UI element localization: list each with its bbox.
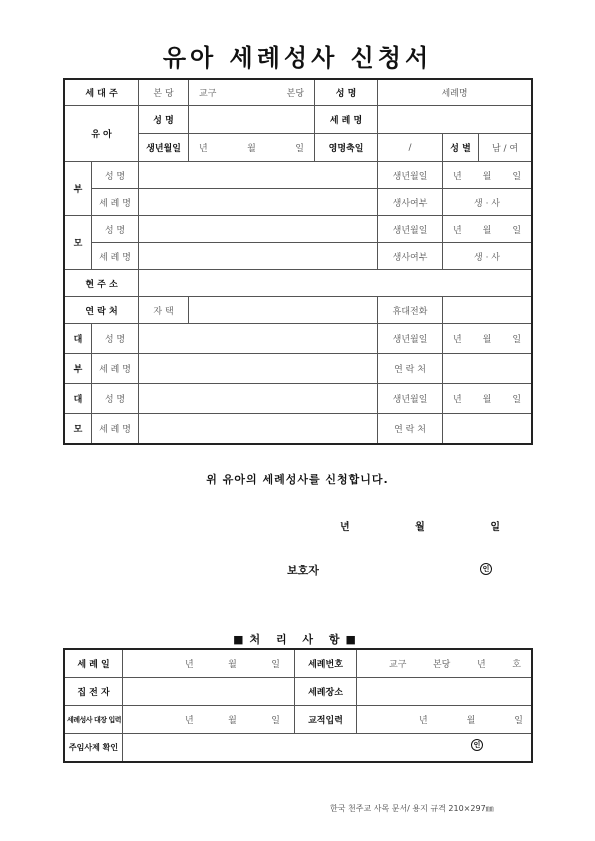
mother-birthdate-field[interactable]: 년 월 일	[443, 216, 532, 243]
godfather-name-field[interactable]	[139, 324, 378, 354]
proc-row-4	[65, 734, 532, 762]
godmother-birthdate-field[interactable]: 년 월 일	[443, 384, 532, 414]
mother-row-2	[65, 243, 532, 270]
godfather-baptism-name-label: 세 례 명	[92, 354, 139, 384]
godmother-name-field[interactable]	[139, 384, 378, 414]
father-row-1	[65, 162, 532, 189]
household-row	[65, 80, 532, 106]
mother-label: 모	[65, 216, 92, 270]
father-baptism-name-field[interactable]	[139, 189, 378, 216]
father-name-label: 성 명	[92, 162, 139, 189]
head-of-household-label: 세 대 주	[65, 80, 139, 106]
register-entry-label: 세례성사 대장 입력	[65, 706, 123, 734]
page-title: 유아 세례성사 신청서	[162, 43, 433, 72]
father-label: 부	[65, 162, 92, 216]
godmother-name-label: 성 명	[92, 384, 139, 414]
baptism-date-label: 세 례 일	[65, 650, 123, 678]
father-name-field[interactable]	[139, 162, 378, 189]
baptism-number-label: 세례번호	[295, 650, 357, 678]
feast-day-field[interactable]: /	[378, 134, 443, 162]
father-alive-field[interactable]: 생 · 사	[443, 189, 532, 216]
parish-field[interactable]: 교구 본당	[189, 80, 315, 106]
mobile-label: 휴대전화	[378, 297, 443, 324]
mother-name-field[interactable]	[139, 216, 378, 243]
address-row	[65, 270, 532, 297]
godfather-birthdate-field[interactable]: 년 월 일	[443, 324, 532, 354]
infant-label: 유 아	[65, 106, 139, 162]
godfather-row-1	[65, 324, 532, 354]
mother-birthdate-label: 생년월일	[378, 216, 443, 243]
address-field[interactable]	[139, 270, 532, 297]
baptism-place-field[interactable]	[357, 678, 532, 706]
record-entry-label: 교적입력	[295, 706, 357, 734]
gender-label: 성 별	[443, 134, 479, 162]
pastor-confirm-field[interactable]	[123, 734, 532, 762]
infant-name-label: 성 명	[139, 106, 189, 134]
baptism-number-field[interactable]: 교구 본당 년 호	[357, 650, 532, 678]
godfather-label-top: 대	[65, 324, 92, 354]
infant-name-field[interactable]	[189, 106, 315, 134]
processing-title: ■처 리 사 항■	[233, 633, 362, 646]
householder-name-label: 성 명	[315, 80, 378, 106]
bondang-label: 본 당	[139, 80, 189, 106]
footer-note: 한국 천주교 사목 문서/ 용지 규격 210×297㎜	[330, 804, 494, 813]
register-entry-field[interactable]: 년 월 일	[123, 706, 295, 734]
proc-row-3	[65, 706, 532, 734]
godmother-label-top: 대	[65, 384, 92, 414]
application-form-table	[64, 79, 532, 444]
baptism-date-field[interactable]: 년 월 일	[123, 650, 295, 678]
date-day-label: 일	[490, 522, 500, 533]
infant-baptismal-name-label: 세 례 명	[315, 106, 378, 134]
father-alive-label: 생사여부	[378, 189, 443, 216]
infant-baptismal-name-field[interactable]	[378, 106, 532, 134]
godmother-contact-field[interactable]	[443, 414, 532, 444]
godfather-birthdate-label: 생년월일	[378, 324, 443, 354]
mobile-field[interactable]	[443, 297, 532, 324]
infant-row-1	[65, 106, 532, 134]
father-birthdate-label: 생년월일	[378, 162, 443, 189]
contact-row	[65, 297, 532, 324]
mother-baptism-name-field[interactable]	[139, 243, 378, 270]
guardian-label: 보호자	[287, 564, 319, 577]
proc-row-1	[65, 650, 532, 678]
date-month-label: 월	[415, 522, 425, 533]
baptism-place-label: 세례장소	[295, 678, 357, 706]
address-label: 현 주 소	[65, 270, 139, 297]
godmother-row-1	[65, 384, 532, 414]
godmother-baptism-name-field[interactable]	[139, 414, 378, 444]
father-birthdate-field[interactable]: 년 월 일	[443, 162, 532, 189]
contact-label: 연 락 처	[65, 297, 139, 324]
feast-day-label: 영명축일	[315, 134, 378, 162]
mother-baptism-name-label: 세 례 명	[92, 243, 139, 270]
father-row-2	[65, 189, 532, 216]
godmother-contact-label: 연 락 처	[378, 414, 443, 444]
record-entry-field[interactable]: 년 월 일	[357, 706, 532, 734]
father-baptism-name-label: 세 례 명	[92, 189, 139, 216]
godmother-baptism-name-label: 세 례 명	[92, 414, 139, 444]
godfather-name-label: 성 명	[92, 324, 139, 354]
godfather-contact-field[interactable]	[443, 354, 532, 384]
home-phone-label: 자 택	[139, 297, 189, 324]
godfather-row-2	[65, 354, 532, 384]
date-year-label: 년	[340, 522, 350, 533]
application-date[interactable]	[340, 518, 500, 533]
mother-alive-field[interactable]: 생 · 사	[443, 243, 532, 270]
home-phone-field[interactable]	[189, 297, 378, 324]
pastor-seal-icon[interactable]: 인	[471, 739, 483, 751]
mother-row-1	[65, 216, 532, 243]
officiant-label: 집 전 자	[65, 678, 123, 706]
godfather-baptism-name-field[interactable]	[139, 354, 378, 384]
mother-alive-label: 생사여부	[378, 243, 443, 270]
processing-table	[64, 649, 532, 762]
pastor-confirm-label: 주임사제 확인	[65, 734, 123, 762]
declaration-text: 위 유아의 세례성사를 신청합니다.	[206, 473, 389, 486]
godfather-label-bottom: 부	[65, 354, 92, 384]
guardian-seal-icon[interactable]: 인	[480, 563, 492, 575]
godmother-label-bottom: 모	[65, 414, 92, 444]
mother-name-label: 성 명	[92, 216, 139, 243]
godfather-contact-label: 연 락 처	[378, 354, 443, 384]
godmother-birthdate-label: 생년월일	[378, 384, 443, 414]
infant-birthdate-field[interactable]: 년 월 일	[189, 134, 315, 162]
infant-birthdate-label: 생년월일	[139, 134, 189, 162]
godmother-row-2	[65, 414, 532, 444]
officiant-field[interactable]	[123, 678, 295, 706]
proc-row-2	[65, 678, 532, 706]
gender-field[interactable]: 남 / 여	[479, 134, 532, 162]
householder-baptism-name-field[interactable]: 세례명	[378, 80, 532, 106]
